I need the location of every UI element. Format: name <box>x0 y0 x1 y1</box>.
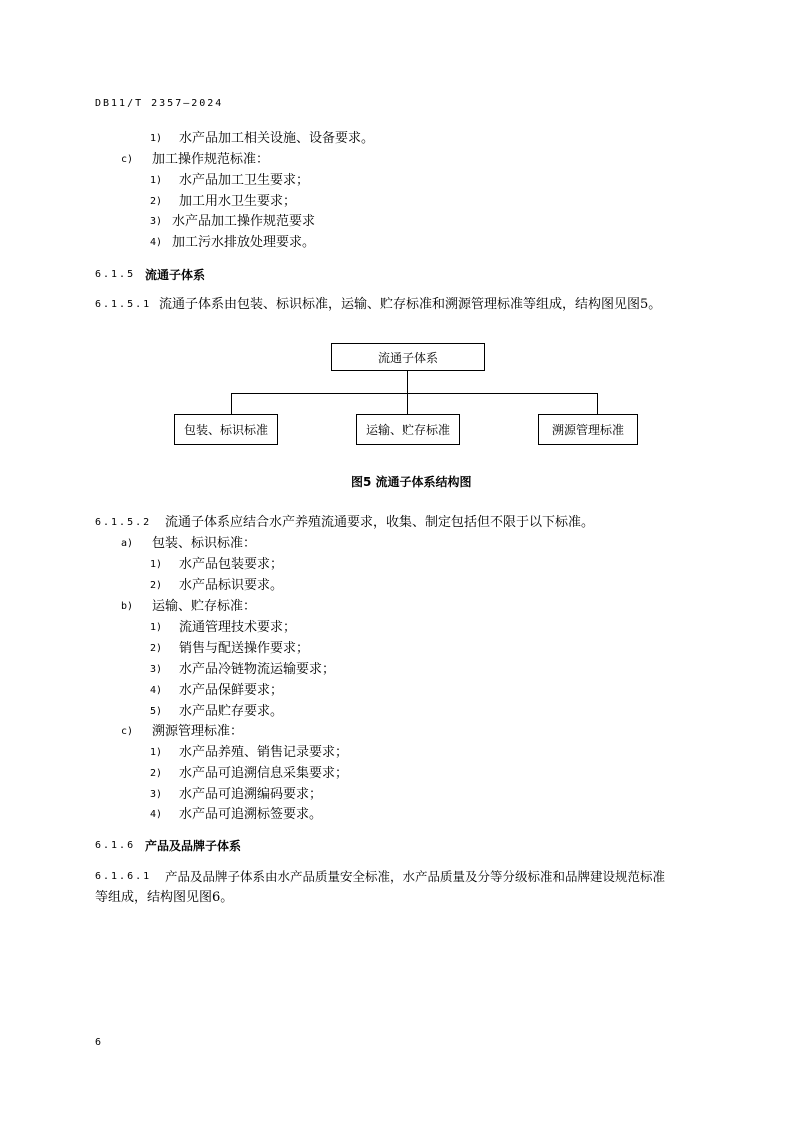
diagram-child-box <box>174 414 278 445</box>
list-item-text: 水产品加工卫生要求； <box>179 173 310 188</box>
list-item-text: 水产品加工相关设施、设备要求。 <box>179 131 375 146</box>
list-item-text: 加工污水排放处理要求。 <box>172 235 316 250</box>
list-item-number: 1) <box>150 559 163 570</box>
list-item-number: 3) <box>150 789 163 800</box>
connector-line <box>407 370 408 394</box>
list-item-text: 水产品可追溯信息采集要求； <box>179 766 349 781</box>
section-number: 6.1.5 <box>95 269 136 280</box>
clause-number: 6.1.5.2 <box>95 517 152 528</box>
list-item-text: 水产品保鲜要求； <box>179 683 284 698</box>
list-item-number: 1) <box>150 175 163 186</box>
section-title: 流通子体系 <box>145 268 206 282</box>
list-item-text: 加工操作规范标准： <box>152 152 270 167</box>
list-item-text: 销售与配送操作要求； <box>179 641 310 656</box>
list-item-text: 水产品标识要求。 <box>179 578 284 593</box>
connector-line <box>407 393 408 414</box>
list-item-text: 包装、标识标准： <box>152 536 257 551</box>
list-item-text: 水产品贮存要求。 <box>179 704 284 719</box>
figure-caption: 图5 流通子体系结构图 <box>351 475 472 489</box>
list-item-number: 4) <box>150 809 163 820</box>
list-item-text: 流通管理技术要求； <box>179 620 297 635</box>
diagram-child-label: 包装、标识标准 <box>183 423 268 437</box>
list-item-number: 2) <box>150 643 163 654</box>
list-item-number: a) <box>121 538 134 549</box>
list-item-text: 水产品可追溯编码要求； <box>179 787 323 802</box>
diagram-child-box <box>538 414 638 445</box>
diagram-root-label: 流通子体系 <box>377 350 438 365</box>
connector-line <box>597 393 598 414</box>
section-title: 产品及品牌子体系 <box>145 839 242 853</box>
clause-text-line: 产品及品牌子体系由水产品质量安全标准，水产品质量及分等分级标准和品牌建设规范标准 <box>165 869 666 884</box>
list-item-number: 4) <box>150 685 163 696</box>
list-item-number: 5) <box>150 706 163 717</box>
list-item-text: 运输、贮存标准： <box>152 599 257 614</box>
list-item-number: 2) <box>150 768 163 779</box>
list-item-number: 2) <box>150 580 163 591</box>
list-item-number: 4) <box>150 237 163 248</box>
clause-number: 6.1.5.1 <box>95 299 152 310</box>
list-item-text: 水产品可追溯标签要求。 <box>179 807 323 822</box>
list-item-number: 1) <box>150 133 163 144</box>
list-item-number: 3) <box>150 216 163 227</box>
document-id: DB11/T 2357—2024 <box>95 98 224 109</box>
list-item-text: 水产品冷链物流运输要求； <box>179 662 336 677</box>
list-item-text: 溯源管理标准： <box>152 724 244 739</box>
list-item-text: 水产品包装要求； <box>179 557 284 572</box>
list-item-text: 水产品加工操作规范要求 <box>172 214 316 229</box>
list-item-number: 2) <box>150 196 163 207</box>
list-item-number: 1) <box>150 622 163 633</box>
list-item-text: 水产品养殖、销售记录要求； <box>179 745 349 760</box>
list-item-number: 1) <box>150 747 163 758</box>
list-item-number: b) <box>121 601 134 612</box>
diagram-child-label: 溯源管理标准 <box>551 423 624 437</box>
clause-text: 流通子体系由包装、标识标准，运输、贮存标准和溯源管理标准等组成，结构图见图5。 <box>159 297 662 312</box>
diagram-child-label: 运输、贮存标准 <box>365 423 450 437</box>
list-item-number: c) <box>121 154 134 165</box>
list-item-text: 加工用水卫生要求； <box>179 194 297 209</box>
clause-text-line: 等组成，结构图见图6。 <box>95 890 234 905</box>
list-item-number: 3) <box>150 664 163 675</box>
clause-text: 流通子体系应结合水产养殖流通要求，收集、制定包括但不限于以下标准。 <box>165 515 595 530</box>
connector-line <box>231 393 598 394</box>
connector-line <box>231 393 232 414</box>
clause-number: 6.1.6.1 <box>95 871 152 882</box>
diagram-child-box <box>356 414 460 445</box>
diagram-root-box <box>331 343 485 371</box>
page-number: 6 <box>95 1037 102 1048</box>
list-item-number: c) <box>121 726 134 737</box>
section-number: 6.1.6 <box>95 840 136 851</box>
